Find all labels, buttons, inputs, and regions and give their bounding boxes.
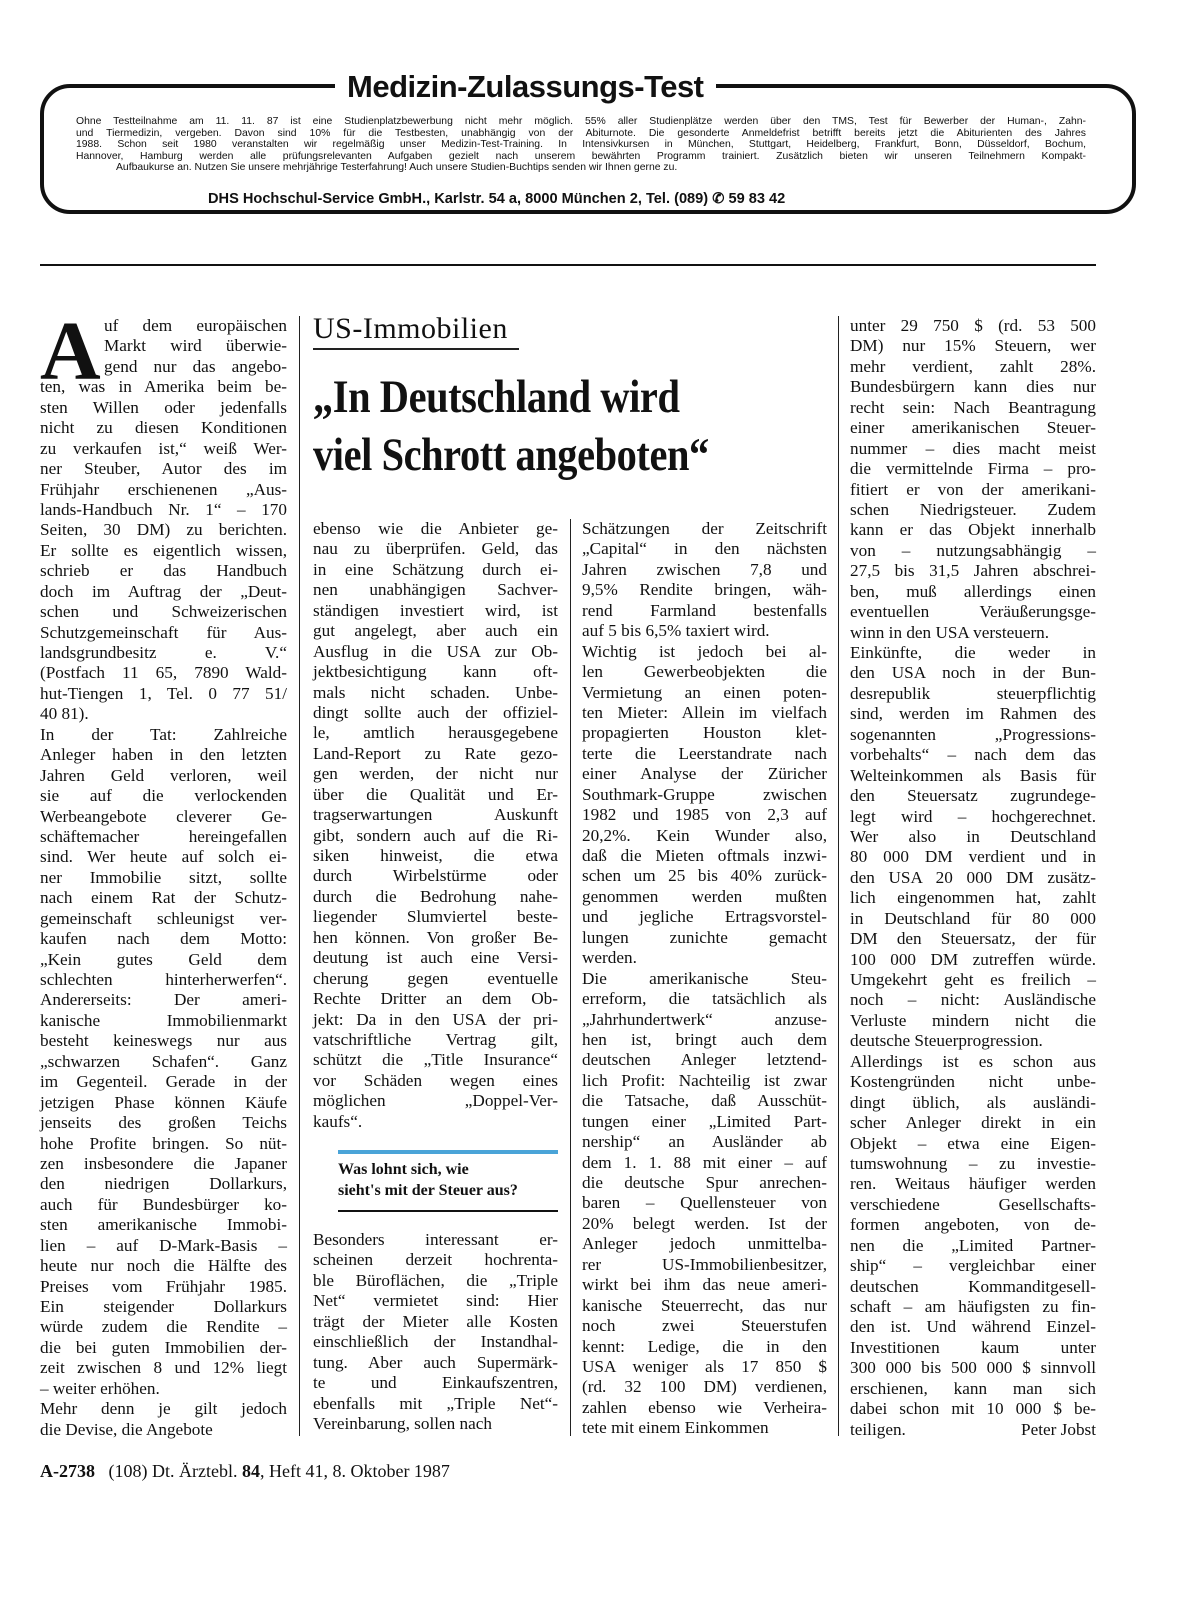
text-line: ner Immobilie sitzt, sollte <box>40 867 287 887</box>
text-line: schen Niedrigsteuer. Zudem <box>850 499 1096 519</box>
text-line: nummer – dies macht meist <box>850 438 1096 458</box>
text-line: sten Willen oder jedenfalls <box>40 397 287 417</box>
sidebar-title-line-1: Was lohnt sich, wie <box>338 1161 469 1178</box>
journal-issue: , Heft 41, 8. Oktober 1987 <box>259 1461 450 1481</box>
text-line: Verluste mindern nicht die <box>850 1010 1096 1030</box>
text-line: mals nicht schaden. Unbe- <box>313 682 558 702</box>
text-line: daß die Mieten oftmals inzwi- <box>582 846 827 865</box>
text-line: Werbeangebote cleverer Ge- <box>40 806 287 826</box>
text-line: gen werden, der nicht nur <box>313 764 558 784</box>
text-line: wirkt bei ihm das neue ameri- <box>582 1275 827 1295</box>
text-line: schützt die „Title Insurance“ <box>313 1050 558 1070</box>
text-line: Objekt – etwa eine Eigen- <box>850 1133 1096 1153</box>
text-line: genommen werden mußten <box>582 886 827 906</box>
text-line: baren – Quellensteuer von <box>582 1193 827 1213</box>
text-line: desrepublik steuerpflichtig <box>850 683 1096 703</box>
text-line: ständigen investiert wird, ist <box>313 600 558 620</box>
text-line: vorbehalts“ – nach dem das <box>850 745 1096 765</box>
text-line: scher Anleger direkt in ein <box>850 1113 1096 1133</box>
text-line: tete mit einem Einkommen <box>582 1418 769 1438</box>
text-line: deutschen Anleger letztend- <box>582 1050 827 1070</box>
text-line: einschließlich der Instandhal- <box>313 1332 558 1352</box>
text-line: landsgrundbesitz e. V.“ <box>40 643 287 663</box>
text-line: einer amerikanischen Steuer- <box>850 418 1096 438</box>
text-line: 100 000 DM zutreffen würde. <box>850 949 1096 969</box>
text-line: vor Schäden wegen eines <box>313 1070 558 1090</box>
text-line: ten Mieter: Allein im vielfach <box>582 702 827 722</box>
journal-ref: (108) Dt. Ärztebl. <box>108 1461 238 1481</box>
text-line: deutsche Steuerprogression. <box>850 1031 1043 1051</box>
text-line: Vereinbarung, sollen nach <box>313 1413 492 1433</box>
text-line: zu verkaufen ist,“ weiß Wer- <box>40 438 287 458</box>
text-line: ble Büroflächen, die „Triple <box>313 1270 558 1290</box>
text-line: DM) nur 15% Steuern, wer <box>850 336 1096 356</box>
text-line: zen insbesondere die Japaner <box>40 1153 287 1173</box>
text-line: möglichen „Doppel-Ver- <box>313 1091 558 1111</box>
text-line: im Gegenteil. Gerade in der <box>40 1072 287 1092</box>
text-line: uf dem europäischen <box>104 316 287 335</box>
text-line: nach einem Rat der Schutz- <box>40 888 287 908</box>
text-line: len Gewerbeobjekten die <box>582 662 827 682</box>
text-line: Preises vom Frühjahr 1985. <box>40 1276 287 1296</box>
text-line: Frühjahr erschienenen „Aus- <box>40 479 287 499</box>
text-line: Markt wird überwie- <box>104 336 287 356</box>
text-line: werden. <box>582 948 637 968</box>
text-line: lands-Handbuch Nr. 1“ – 170 <box>40 499 287 519</box>
article-column-2-continued <box>313 1230 558 1434</box>
ad-body-line: und Tiermedizin, vergeben. Davon sind 10% für die Testbesten, unabhängig von der Abiturnote. Die gesonderte Anmeldefrist betrifft bereits jetzt die Abiturienten des Jahres <box>76 127 1086 139</box>
text-line: einer Analyse der Züricher <box>582 764 827 784</box>
text-line: hut-Tiengen 1, Tel. 0 77 51/ <box>40 683 287 703</box>
text-line: kennt: Ledige, die in den <box>582 1336 827 1356</box>
column-divider <box>299 316 300 1436</box>
text-line: ten, was in Amerika beim be- <box>40 377 287 397</box>
text-line: kaufs“. <box>313 1111 363 1131</box>
text-line: nership“ an Ausländer ab <box>582 1132 827 1152</box>
text-line: Einkünfte, die weder in <box>850 643 1096 662</box>
ad-title: Medizin-Zulassungs-Test <box>335 70 716 104</box>
text-line: doch im Auftrag der „Deut- <box>40 581 287 601</box>
text-line: Anleger jedoch unmittelba- <box>582 1234 827 1254</box>
text-line: 20,2%. Kein Wunder also, <box>582 825 827 845</box>
text-line: „Kein gutes Geld dem <box>40 949 287 969</box>
text-line: legt wird – hochgerechnet. <box>850 806 1096 826</box>
text-line: ner Steuber, Autor des im <box>40 459 287 479</box>
text-line: ebenso wie die Anbieter ge- <box>313 519 558 538</box>
text-line: in Deutschland für 80 000 <box>850 908 1096 928</box>
text-line: rend Farmland bestenfalls <box>582 600 827 620</box>
text-line: Rechte Dritter an dem Ob- <box>313 989 558 1009</box>
text-line: gend nur das angebo- <box>104 356 287 376</box>
text-line: Mehr denn je gilt jedoch <box>40 1399 287 1419</box>
text-line: kanische Steuerrecht, das nur <box>582 1295 827 1315</box>
text-line: le, amtlich herausgegebene <box>313 723 558 743</box>
text-line: fitiert er von der amerikani- <box>850 479 1096 499</box>
text-line: kann er das Objekt innerhalb <box>850 520 1096 540</box>
text-line: schen um 25 bis 40% zurück- <box>582 866 827 886</box>
text-line: deutung ist auch eine Versi- <box>313 948 558 968</box>
text-line: Andererseits: Der ameri- <box>40 990 287 1010</box>
text-line: von – nutzungsabhängig – <box>850 540 1096 560</box>
text-line: Er sollte es eigentlich wissen, <box>40 540 287 560</box>
text-line: in eine Schätzung durch ei- <box>313 559 558 579</box>
text-line: teiligen. <box>850 1419 906 1439</box>
text-line: würde zudem die Rendite – <box>40 1317 287 1337</box>
text-line: den ist. Und während Einzel- <box>850 1317 1096 1337</box>
text-line: durch Wirbelstürme oder <box>313 866 558 886</box>
text-line: tumswohnung – zu investie- <box>850 1153 1096 1173</box>
text-line: trägt der Mieter alle Kosten <box>313 1311 558 1331</box>
text-line: sind. Wer heute auf solch ei- <box>40 847 287 867</box>
text-line: lungen zunichte gemacht <box>582 927 827 947</box>
text-line: nen die „Limited Partner- <box>850 1235 1096 1255</box>
text-line: auch für Bundesbürger ko- <box>40 1194 287 1214</box>
text-line: Schätzungen der Zeitschrift <box>582 519 827 538</box>
text-line: 27,5 bis 31,5 Jahren abschrei- <box>850 561 1096 581</box>
article-kicker: US-Immobilien <box>313 312 508 345</box>
text-line: die deutsche Spur anrechen- <box>582 1173 827 1192</box>
text-line: dingt sollte auch der offiziel- <box>313 702 558 722</box>
text-line: vatschriftliche Vertrag gilt, <box>313 1029 558 1049</box>
text-line: „Jahrhundertwerk“ anzuse- <box>582 1009 827 1029</box>
text-line: Land-Report zu Rate gezo- <box>313 743 558 763</box>
text-line: 9,5% Rendite bringen, wäh- <box>582 580 827 600</box>
text-line: Bundesbürgern kann dies nur <box>850 377 1096 397</box>
text-line: recht sein: Nach Beantragung <box>850 397 1096 417</box>
text-line: schäftemacher hereingefallen <box>40 826 287 846</box>
text-line: (Postfach 11 65, 7890 Wald- <box>40 663 287 683</box>
text-line: In der Tat: Zahlreiche <box>40 724 287 744</box>
headline-line-1: „In Deutschland wird <box>313 371 680 423</box>
text-line: lien – auf D-Mark-Basis – <box>40 1235 287 1255</box>
text-line: cherung gegen eventuelle <box>313 968 558 988</box>
text-line: hen können. Von großer Be- <box>313 927 558 947</box>
text-line: sogenannten „Progressions- <box>850 724 1096 744</box>
text-line: jektbesichtigung kann oft- <box>313 662 558 682</box>
text-line: Wichtig ist jedoch bei al- <box>582 641 827 661</box>
text-line: – weiter erhöhen. <box>40 1378 160 1398</box>
text-line: „Capital“ in den nächsten <box>582 539 827 559</box>
text-line: Southmark-Gruppe zwischen <box>582 784 827 804</box>
text-line: zahlen ebenso wie Verheira- <box>582 1397 827 1417</box>
text-line: gut angelegt, aber auch ein <box>313 621 558 641</box>
article-column-1 <box>40 377 287 1440</box>
text-line: den USA 20 000 DM zusätz- <box>850 867 1096 887</box>
text-line: (rd. 32 100 DM) verdienen, <box>582 1377 827 1397</box>
text-line: ship“ – vergleichbar einer <box>850 1256 1096 1276</box>
article-column-2 <box>313 519 558 1132</box>
journal-volume: 84 <box>241 1461 260 1481</box>
text-line: winn in den USA versteuern. <box>850 622 1050 642</box>
text-line: dingt üblich, als ausländi- <box>850 1092 1096 1112</box>
text-line: sten amerikanische Immobi- <box>40 1215 287 1235</box>
article-headline <box>313 368 743 484</box>
text-line: hohe Profite bringen. So nüt- <box>40 1133 287 1153</box>
text-line: dem 1. 1. 88 mit einer – auf <box>582 1152 827 1172</box>
text-line: ren. Weitaus häufiger werden <box>850 1174 1096 1194</box>
text-line: schrieb er das Handbuch <box>40 561 287 581</box>
text-line: Ein steigender Dollarkurs <box>40 1297 287 1317</box>
ad-body-line: Ohne Testteilnahme am 11. 11. 87 ist eine Studienplatzbewerbung nicht mehr möglich. 55% aller Studienplätze werden über den TMS, Test für Bewerber der Human-, Zahn- <box>76 116 1086 127</box>
text-line: 40 81). <box>40 704 89 724</box>
text-line: lich eingenommen hat, zahlt <box>850 888 1096 908</box>
text-line: besteht keineswegs nur aus <box>40 1031 287 1051</box>
ad-body-line: Aufbaukurse an. Nutzen Sie unsere mehrjährige Testerfahrung! Auch unsere Studien-Buchtips senden wir Ihnen gerne zu. <box>116 162 678 174</box>
text-line: „schwarzen Schafen“. Ganz <box>40 1051 287 1071</box>
text-line: tungen einer „Limited Part- <box>582 1111 827 1131</box>
text-line: Kostengründen nicht unbe- <box>850 1072 1096 1092</box>
text-line: deutschen Kommanditgesell- <box>850 1276 1096 1296</box>
text-line: Welteinkommen als Basis für <box>850 765 1096 785</box>
text-line: 20% belegt werden. Ist der <box>582 1213 827 1233</box>
text-line: propagierten Houston klet- <box>582 723 827 743</box>
ad-body <box>76 116 1086 174</box>
text-line: ebenfalls mit „Triple Net“- <box>313 1393 558 1413</box>
text-line: USA weniger als 17 850 $ <box>582 1356 827 1376</box>
text-line: Wer also in Deutschland <box>850 826 1096 846</box>
text-line: siken hinweist, die etwa <box>313 846 558 865</box>
text-line: den USA noch in der Bun- <box>850 663 1096 683</box>
text-line: 80 000 DM verdient und in <box>850 847 1096 867</box>
text-line: Umgekehrt geht es freilich – <box>850 970 1096 989</box>
text-line: den Steuersatz zugrundege- <box>850 786 1096 806</box>
text-line: nen unabhängigen Sachver- <box>313 580 558 600</box>
text-line: Seiten, 30 DM) zu berichten. <box>40 520 287 540</box>
text-line: Jahren zwischen 7,8 und <box>582 559 827 579</box>
text-line: kanische Immobilienmarkt <box>40 1010 287 1030</box>
text-line: tung. Aber auch Supermärk- <box>313 1352 558 1372</box>
text-line: jenseits des großen Teichs <box>40 1113 287 1133</box>
text-line: über die Qualität und Er- <box>313 784 558 804</box>
text-line: die bei guten Immobilien der- <box>40 1337 287 1357</box>
text-line: te und Einkaufszentren, <box>313 1373 558 1393</box>
kicker-underline <box>313 348 519 350</box>
text-line: mehr verdient, zahlt 28%. <box>850 356 1096 376</box>
text-line: schaft – am häufigsten zu fin- <box>850 1297 1096 1316</box>
text-line: den niedrigen Dollarkurs, <box>40 1174 287 1194</box>
text-line: sind, werden im Rahmen des <box>850 704 1096 724</box>
ad-body-line: 1988. Schon seit 1980 veranstalten wir regelmäßig unser Medizin-Test-Training. In Intensivkursen in München, Stuttgart, Heidelberg, Frankfurt, Bonn, Düsseldorf, Bochum, <box>76 139 1086 151</box>
text-line: die Tatsache, daß Ausschüt- <box>582 1091 827 1111</box>
text-line: lich Profit: Nachteilig ist zwar <box>582 1070 827 1090</box>
text-line: ben, muß allerdings einen <box>850 581 1096 601</box>
text-line: auf 5 bis 6,5% taxiert wird. <box>582 621 770 641</box>
text-line: erschienen, kann man sich <box>850 1378 1096 1398</box>
column-divider <box>570 519 571 1436</box>
ad-body-line: Hannover, Hamburg werden alle prüfungsrelevanten Aufgaben gezielt nach unserem bewährten Programm trainiert. Zusätzlich bieten wir unseren Teilnehmern Kompakt- <box>76 150 1086 162</box>
text-line: schen und Schweizerischen <box>40 602 287 622</box>
horizontal-rule <box>40 264 1096 266</box>
page-footer <box>40 1460 450 1482</box>
text-line: erreform, die tatsächlich als <box>582 989 827 1009</box>
text-line: Besonders interessant er- <box>313 1230 558 1249</box>
text-line: jetzigen Phase können Käufe <box>40 1092 287 1112</box>
sidebar-title-line-2: sieht's mit der Steuer aus? <box>338 1182 518 1199</box>
text-line: kaufen nach dem Motto: <box>40 929 287 949</box>
text-line: DM den Steuersatz, der für <box>850 929 1096 949</box>
text-line: Die amerikanische Steu- <box>582 968 827 988</box>
text-line: Vermietung an einen poten- <box>582 682 827 702</box>
text-line: durch die Bedrohung nahe- <box>313 886 558 906</box>
text-line: terte die Leerstandrate nach <box>582 743 827 763</box>
text-line: 300 000 bis 500 000 $ sinnvoll <box>850 1358 1096 1378</box>
text-line: nau zu überprüfen. Geld, das <box>313 539 558 559</box>
headline-line-2: viel Schrott angeboten“ <box>313 429 709 481</box>
text-line: gibt, sondern auch auf die Ri- <box>313 825 558 845</box>
text-line: die vermittelnde Firma – pro- <box>850 459 1096 479</box>
text-line: Peter Jobst <box>1021 1419 1096 1439</box>
text-line: formen angeboten, von de- <box>850 1215 1096 1235</box>
text-line: noch zwei Steuerstufen <box>582 1316 827 1336</box>
text-line: 1982 und 1985 von 2,3 auf <box>582 805 827 825</box>
sidebar-title <box>338 1159 558 1201</box>
drop-cap: A <box>40 305 101 398</box>
text-line: nicht zu diesen Konditionen <box>40 418 287 438</box>
text-line: hen ist, bringt auch dem <box>582 1029 827 1049</box>
article-column-1-lead <box>104 316 287 377</box>
text-line: schlechten hinterherwerfen“. <box>40 970 287 990</box>
page-number: A-2738 <box>40 1461 95 1481</box>
text-line: und jegliche Ertragsvorstel- <box>582 907 827 927</box>
text-line: jekt: Da in den USA der pri- <box>313 1009 558 1029</box>
text-line: die Devise, die Angebote <box>40 1419 213 1439</box>
text-line: eventuellen Veräußerungsge- <box>850 602 1096 622</box>
text-line: Investitionen kaum unter <box>850 1337 1096 1357</box>
text-line: Jahren Geld verloren, weil <box>40 765 287 785</box>
text-line: rer US-Immobilienbesitzer, <box>582 1254 827 1274</box>
text-line: Ausflug in die USA zur Ob- <box>313 641 558 661</box>
column-divider <box>838 316 839 1436</box>
text-line: Anleger haben in den letzten <box>40 745 287 765</box>
text-line: verschiedene Gesellschafts- <box>850 1194 1096 1214</box>
ad-footer: DHS Hochschul-Service GmbH., Karlstr. 54 a, 8000 München 2, Tel. (089) ✆ 59 83 42 <box>200 190 793 208</box>
text-line: gemeinschaft schleunigst ver- <box>40 908 287 928</box>
text-line: liegender Slumviertel beste- <box>313 907 558 927</box>
text-line: tragserwartungen Auskunft <box>313 805 558 825</box>
text-line: unter 29 750 $ (rd. 53 500 <box>850 316 1096 335</box>
text-line: Net“ vermietet sind: Hier <box>313 1291 558 1311</box>
text-line: dabei schon mit 10 000 $ be- <box>850 1399 1096 1419</box>
text-line: scheinen derzeit hochrenta- <box>313 1250 558 1270</box>
article-column-3 <box>582 519 827 1439</box>
text-line: sie auf die verlockenden <box>40 786 287 806</box>
text-line: Schutzgemeinschaft für Aus- <box>40 622 287 642</box>
text-line: heute nur noch die Hälfte des <box>40 1256 287 1276</box>
text-line: Allerdings ist es schon aus <box>850 1051 1096 1071</box>
text-line: zeit zwischen 8 und 12% liegt <box>40 1358 287 1378</box>
text-line: noch – nicht: Ausländische <box>850 990 1096 1010</box>
article-column-4 <box>850 316 1096 1440</box>
